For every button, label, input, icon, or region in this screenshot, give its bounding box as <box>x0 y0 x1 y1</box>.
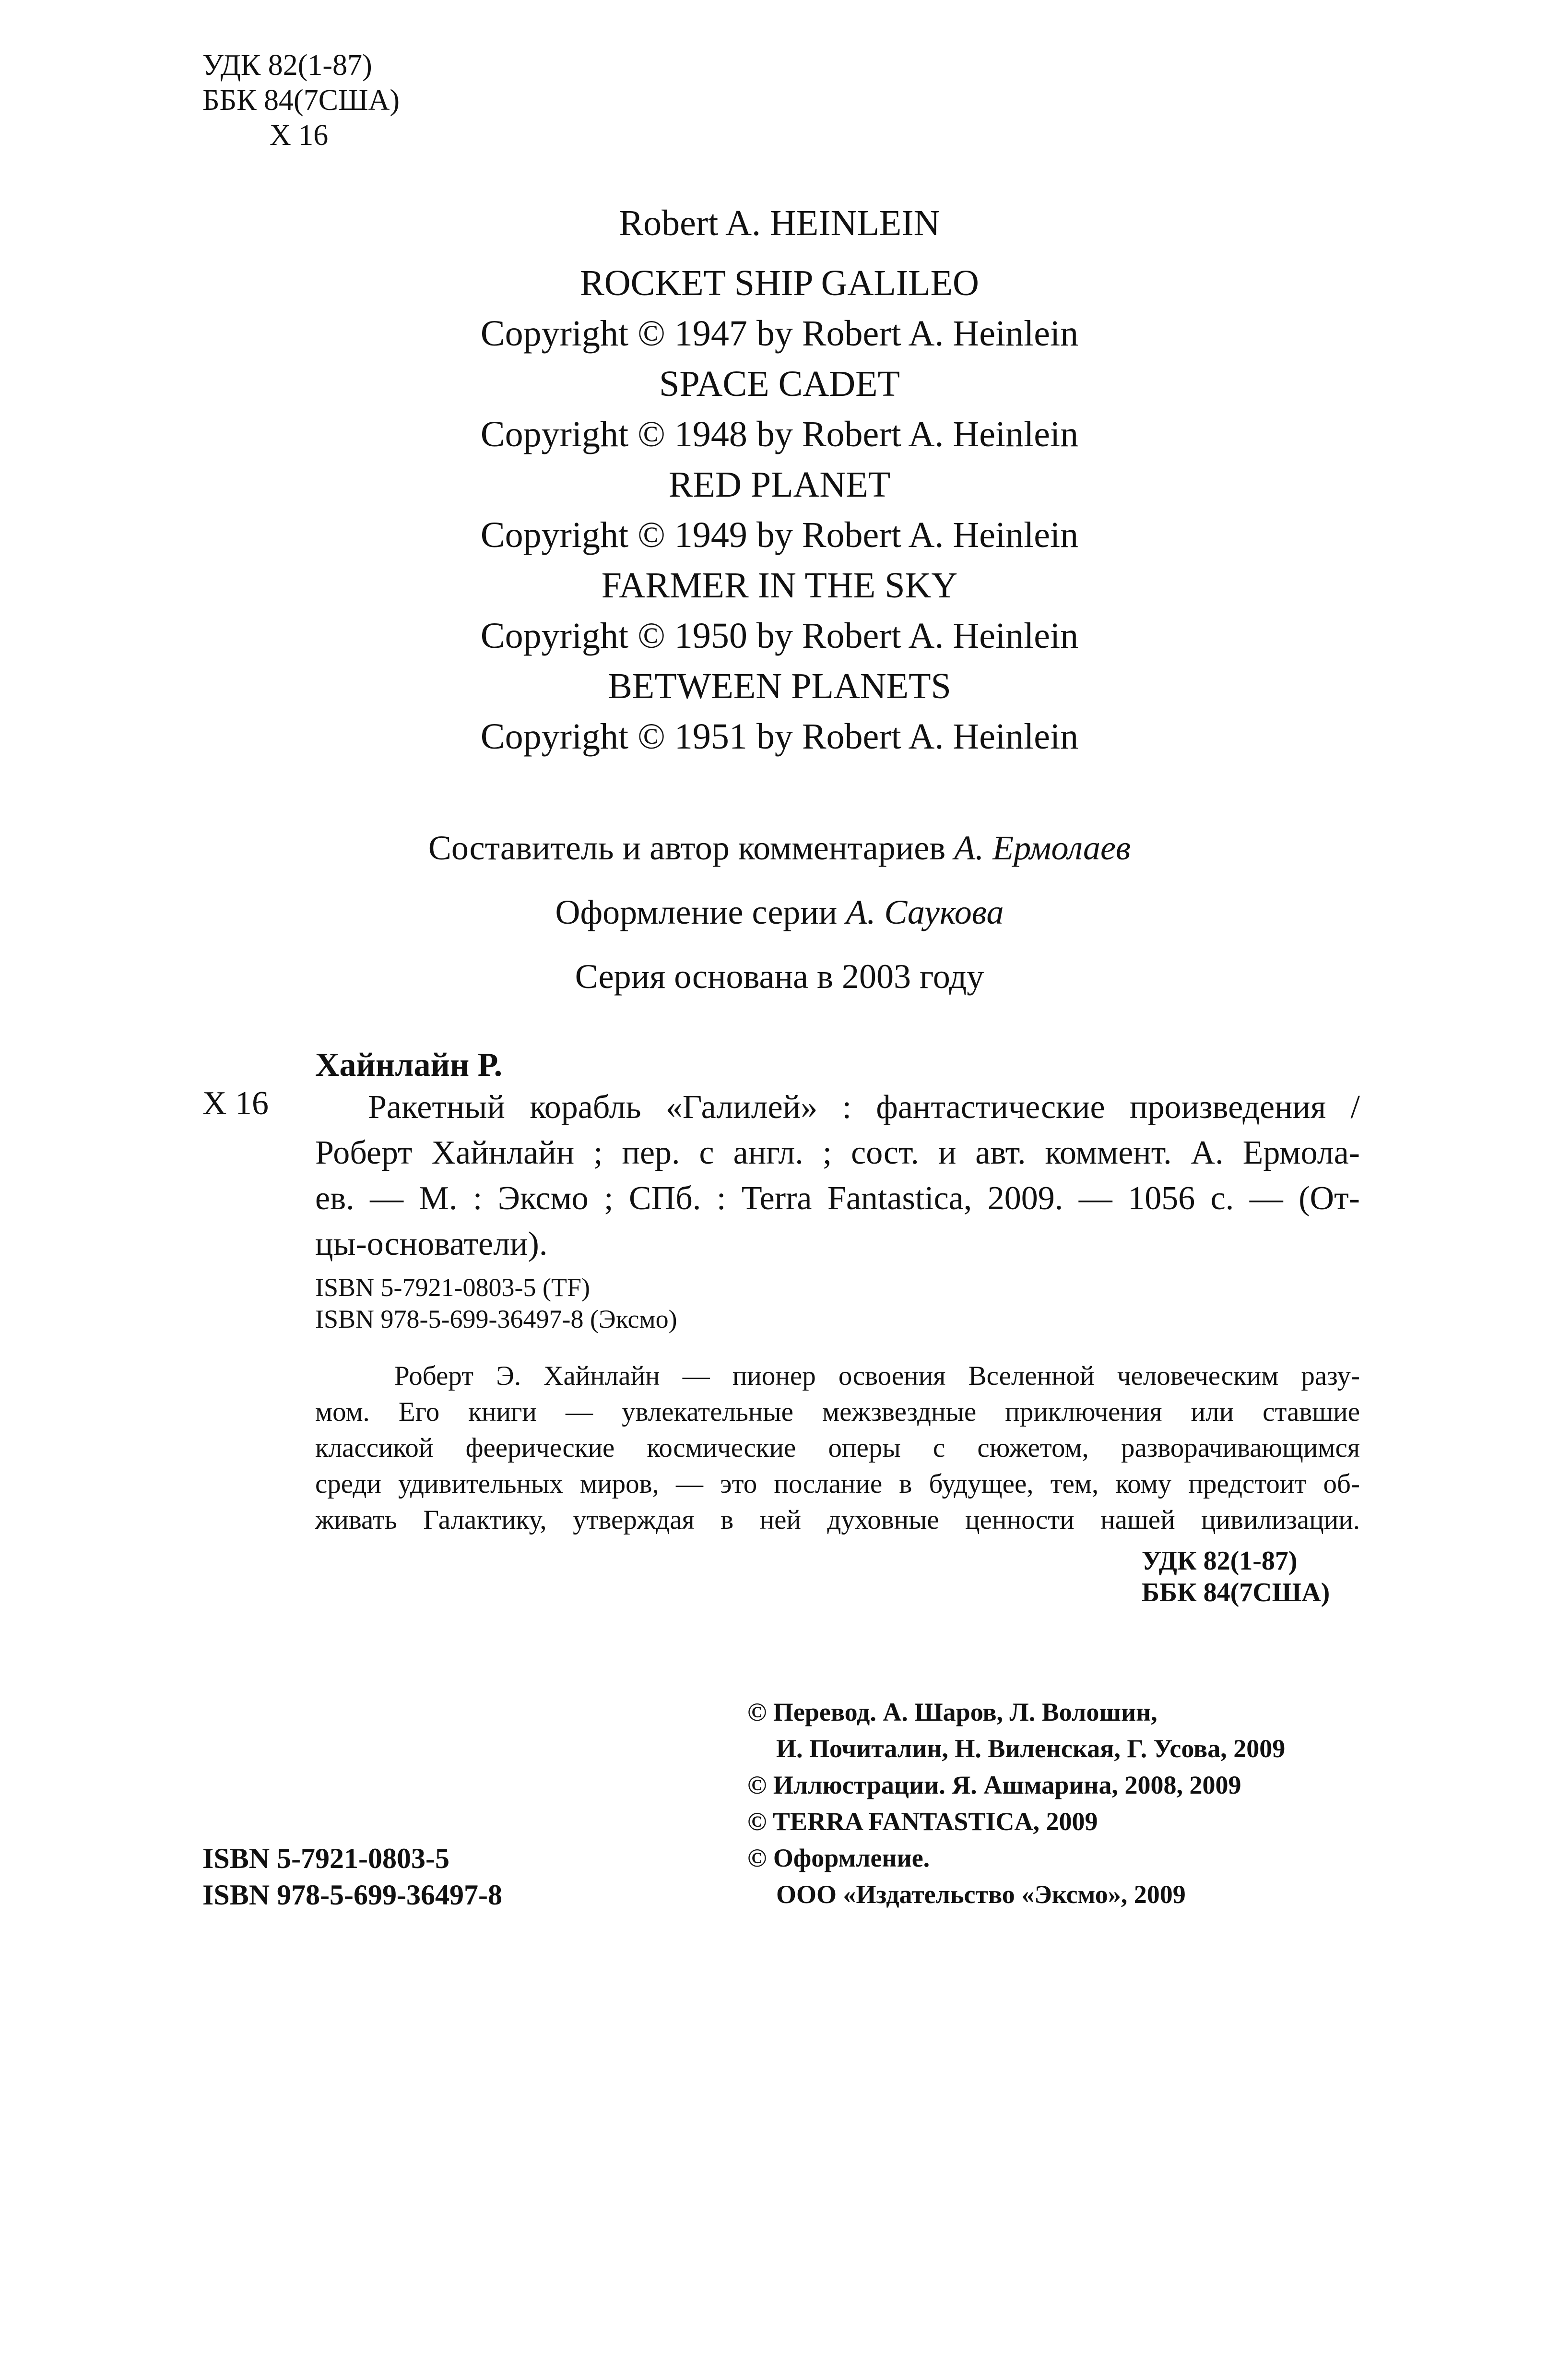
udk-code-bold: УДК 82(1-87) <box>1142 1546 1298 1576</box>
original-titles <box>0 197 1559 762</box>
abstract-line: мом. Его книги — увлекательные межзвездные приключения или ставшие <box>315 1397 1360 1427</box>
work-title: ROCKET SHIP GALILEO <box>580 263 979 303</box>
bib-line: ев. — М. : Эксмо ; СПб. : Terra Fantastica, 2009. — 1056 с. — (От- <box>315 1180 1360 1217</box>
design-credit <box>0 880 1559 944</box>
copyright-line: © Перевод. А. Шаров, Л. Волошин, <box>747 1698 1157 1726</box>
series-founded: Серия основана в 2003 году <box>575 957 984 996</box>
copyright-line: И. Почиталин, Н. Виленская, Г. Усова, 2009 <box>776 1734 1286 1763</box>
abstract-codes <box>1142 1545 1330 1608</box>
bibliographic-description <box>315 1084 1360 1267</box>
design-label: Оформление серии <box>555 893 838 931</box>
work-copyright: Copyright © 1951 by Robert A. Heinlein <box>480 716 1079 757</box>
copyright-line: © Оформление. <box>747 1844 930 1872</box>
work-title: RED PLANET <box>668 464 891 505</box>
classification-codes <box>202 48 400 153</box>
copyright-line: © TERRA FANTASTICA, 2009 <box>747 1807 1098 1836</box>
credits <box>0 816 1559 1009</box>
bibliography-author: Хайнлайн Р. <box>315 1047 503 1083</box>
bib-line: цы-основатели). <box>315 1226 548 1262</box>
bbk-code: ББК 84(7США) <box>202 84 400 117</box>
abstract-line: живать Галактику, утверждая в ней духовные ценности нашей цивилизации. <box>315 1505 1360 1535</box>
compiler-credit <box>0 816 1559 880</box>
copyright-line: ООО «Издательство «Эксмо», 2009 <box>776 1880 1186 1909</box>
isbn-eksmo: ISBN 978-5-699-36497-8 (Эксмо) <box>315 1305 677 1333</box>
design-name: А. Саукова <box>846 893 1004 931</box>
isbn-line: ISBN 5-7921-0803-5 <box>202 1843 450 1874</box>
original-author: Robert A. HEINLEIN <box>619 203 940 243</box>
isbn-footer <box>202 1840 502 1913</box>
abstract-line: среди удивительных миров, — это послание в будущее, тем, кому предстоит об- <box>315 1469 1360 1499</box>
work-copyright: Copyright © 1949 by Robert A. Heinlein <box>480 515 1079 555</box>
abstract <box>315 1358 1360 1538</box>
work-copyright: Copyright © 1947 by Robert A. Heinlein <box>480 313 1079 354</box>
isbn-tf: ISBN 5-7921-0803-5 (TF) <box>315 1273 590 1302</box>
work-title: FARMER IN THE SKY <box>601 565 958 606</box>
abstract-line: Роберт Э. Хайнлайн — пионер освоения Вселенной человеческим разу- <box>394 1361 1360 1391</box>
bbk-code-bold: ББК 84(7США) <box>1142 1578 1330 1607</box>
author-index: Х 16 <box>270 119 329 152</box>
work-copyright: Copyright © 1948 by Robert A. Heinlein <box>480 414 1079 454</box>
bibliography-isbn <box>315 1272 677 1335</box>
work-copyright: Copyright © 1950 by Robert A. Heinlein <box>480 616 1079 656</box>
bibliography-index: Х 16 <box>202 1085 269 1122</box>
compiler-label: Составитель и автор комментариев <box>428 829 946 867</box>
copyright-notices <box>747 1694 1285 1913</box>
abstract-line: классикой феерические космические оперы с сюжетом, разворачивающимся <box>315 1433 1360 1463</box>
isbn-line: ISBN 978-5-699-36497-8 <box>202 1879 502 1911</box>
work-title: BETWEEN PLANETS <box>608 666 951 706</box>
work-title: SPACE CADET <box>659 364 900 404</box>
compiler-name: А. Ермолаев <box>954 829 1131 867</box>
bib-line: Роберт Хайнлайн ; пер. с англ. ; сост. и авт. коммент. А. Ермола- <box>315 1134 1360 1171</box>
bib-line: Ракетный корабль «Галилей» : фантастические произведения / <box>368 1089 1360 1126</box>
copyright-line: © Иллюстрации. Я. Ашмарина, 2008, 2009 <box>747 1771 1241 1799</box>
udk-code: УДК 82(1-87) <box>202 49 372 82</box>
